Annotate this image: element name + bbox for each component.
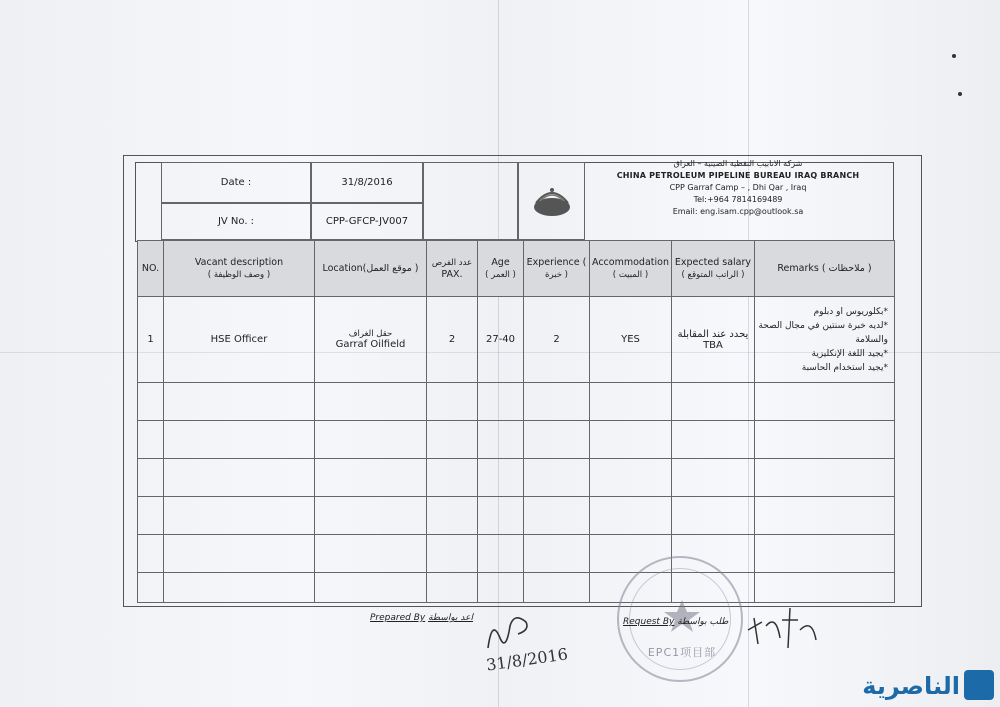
table-row [138, 535, 895, 573]
date-label-cell [161, 162, 311, 203]
cell-experience: 2 [524, 297, 590, 383]
company-arabic-name: شركة الانابيب النفطية الصينية – العراق [673, 159, 803, 168]
cell-pax: 2 [427, 297, 478, 383]
col-accommodation: Accommodation ( المبيت ) [590, 241, 672, 297]
company-camp: CPP Garraf Camp – , Dhi Qar , Iraq [669, 183, 807, 192]
company-logo-icon [530, 181, 574, 221]
logo-cell [518, 162, 585, 240]
stamp-text: EPC1项目部 [647, 646, 717, 659]
cell-remarks: *بكلوريوس او دبلوم *لديه خبرة سنتين في مجال الصحة والسلامة *يجيد اللغة الإنكليزية *يجيد استخدام الحاسبة [754, 297, 894, 383]
cell-no: 1 [138, 297, 164, 383]
site-watermark [862, 666, 996, 704]
table-row [138, 421, 895, 459]
jv-value-cell [311, 203, 423, 240]
handwritten-date: 31/8/2016 [485, 644, 569, 675]
speck [952, 54, 956, 58]
request-signature-icon [742, 600, 822, 660]
col-experience: Experience ( خبرة ) [524, 241, 590, 297]
table-row [138, 573, 895, 603]
request-by-label-ar: طلب بواسطة [677, 617, 729, 627]
col-no: NO. [138, 241, 164, 297]
col-salary: Expected salary ( الراتب المتوقع ) [671, 241, 754, 297]
cell-salary: يحدد عند المقابلة TBA [671, 297, 754, 383]
cell-location: حقل الغراف Garraf Oilfield [315, 297, 427, 383]
prepared-by-label: Prepared By [370, 613, 426, 623]
prepared-by-label-ar: اعد بواسطة [428, 613, 473, 623]
table-row [138, 497, 895, 535]
col-age: Age ( العمر ) [478, 241, 524, 297]
vacancy-table [137, 240, 895, 603]
jv-label-cell [161, 203, 311, 240]
col-pax: عدد الفرص PAX. [427, 241, 478, 297]
speck [958, 92, 962, 96]
jv-value: CPP-GFCP-JV007 [325, 216, 409, 227]
date-label: Date : [220, 177, 252, 188]
stamp-star-icon [662, 598, 702, 634]
request-by-label: Request By [623, 617, 675, 627]
blank-cell [423, 162, 518, 240]
col-vacancy: Vacant description ( وصف الوظيفة ) [164, 241, 315, 297]
prepared-by [370, 613, 473, 623]
table-header-row [138, 241, 895, 297]
date-value-cell [311, 162, 423, 203]
request-by [623, 617, 728, 627]
date-value: 31/8/2016 [341, 177, 393, 188]
table-row [138, 297, 895, 383]
jv-label: JV No. : [217, 216, 255, 227]
col-remarks: Remarks ( ملاحظات ) [754, 241, 894, 297]
cell-vacancy: HSE Officer [164, 297, 315, 383]
col-location: Location(موقع العمل ) [315, 241, 427, 297]
cell-accommodation: YES [590, 297, 672, 383]
watermark-logo-icon [964, 670, 994, 700]
table-row [138, 459, 895, 497]
company-email: Email: eng.isam.cpp@outlook.sa [672, 207, 804, 216]
table-row [138, 383, 895, 421]
company-tel: Tel:+964 7814169489 [693, 195, 783, 204]
company-english-name: CHINA PETROLEUM PIPELINE BUREAU IRAQ BRANCH [616, 171, 860, 180]
cell-age: 27-40 [478, 297, 524, 383]
company-info [588, 158, 888, 218]
watermark-text: الناصرية [862, 672, 960, 700]
